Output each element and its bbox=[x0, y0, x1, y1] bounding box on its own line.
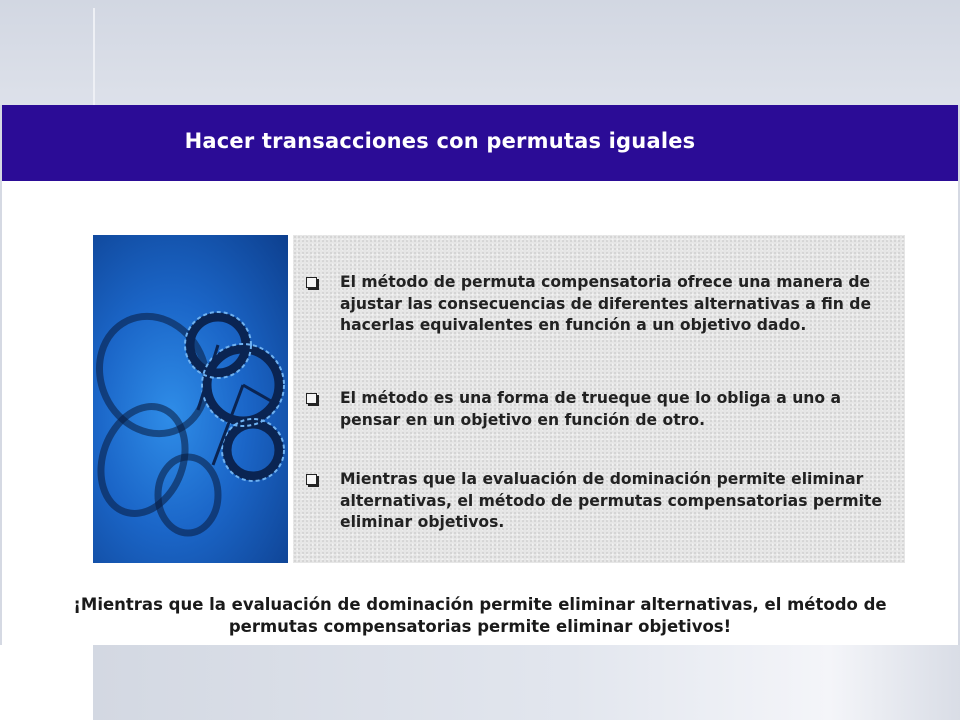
bottom-left-band bbox=[0, 645, 93, 720]
bullet-panel bbox=[293, 235, 905, 563]
top-background-band bbox=[0, 0, 960, 105]
decorative-vertical-line bbox=[93, 8, 95, 105]
gears-photo-icon bbox=[93, 235, 288, 563]
bullet-text: El método de permuta compensatoria ofrece una manera de ajustar las consecuencias de diferentes alternativas a fin de hacerlas equivalentes en función a un objetivo dado. bbox=[340, 273, 872, 334]
footer-note: ¡Mientras que la evaluación de dominación permite eliminar alternativas, el método de permutas compensatorias permite eliminar objetivos! bbox=[73, 595, 887, 636]
bottom-background-band bbox=[93, 645, 960, 720]
bullet-text: Mientras que la evaluación de dominación permite eliminar alternativas, el método de permutas compensatorias permite eliminar objetivos. bbox=[340, 470, 882, 531]
bullet-item-3 bbox=[306, 469, 896, 534]
checkbox-bullet-icon bbox=[306, 474, 317, 485]
slide-title: Hacer transacciones con permutas iguales bbox=[184, 129, 696, 153]
checkbox-bullet-icon bbox=[306, 393, 317, 404]
checkbox-bullet-icon bbox=[306, 277, 317, 288]
bullet-item-2 bbox=[306, 388, 896, 431]
bullet-text: El método es una forma de trueque que lo obliga a uno a pensar en un objetivo en función de otro. bbox=[340, 389, 842, 429]
title-bar bbox=[2, 105, 958, 181]
bullet-item-1 bbox=[306, 272, 896, 337]
